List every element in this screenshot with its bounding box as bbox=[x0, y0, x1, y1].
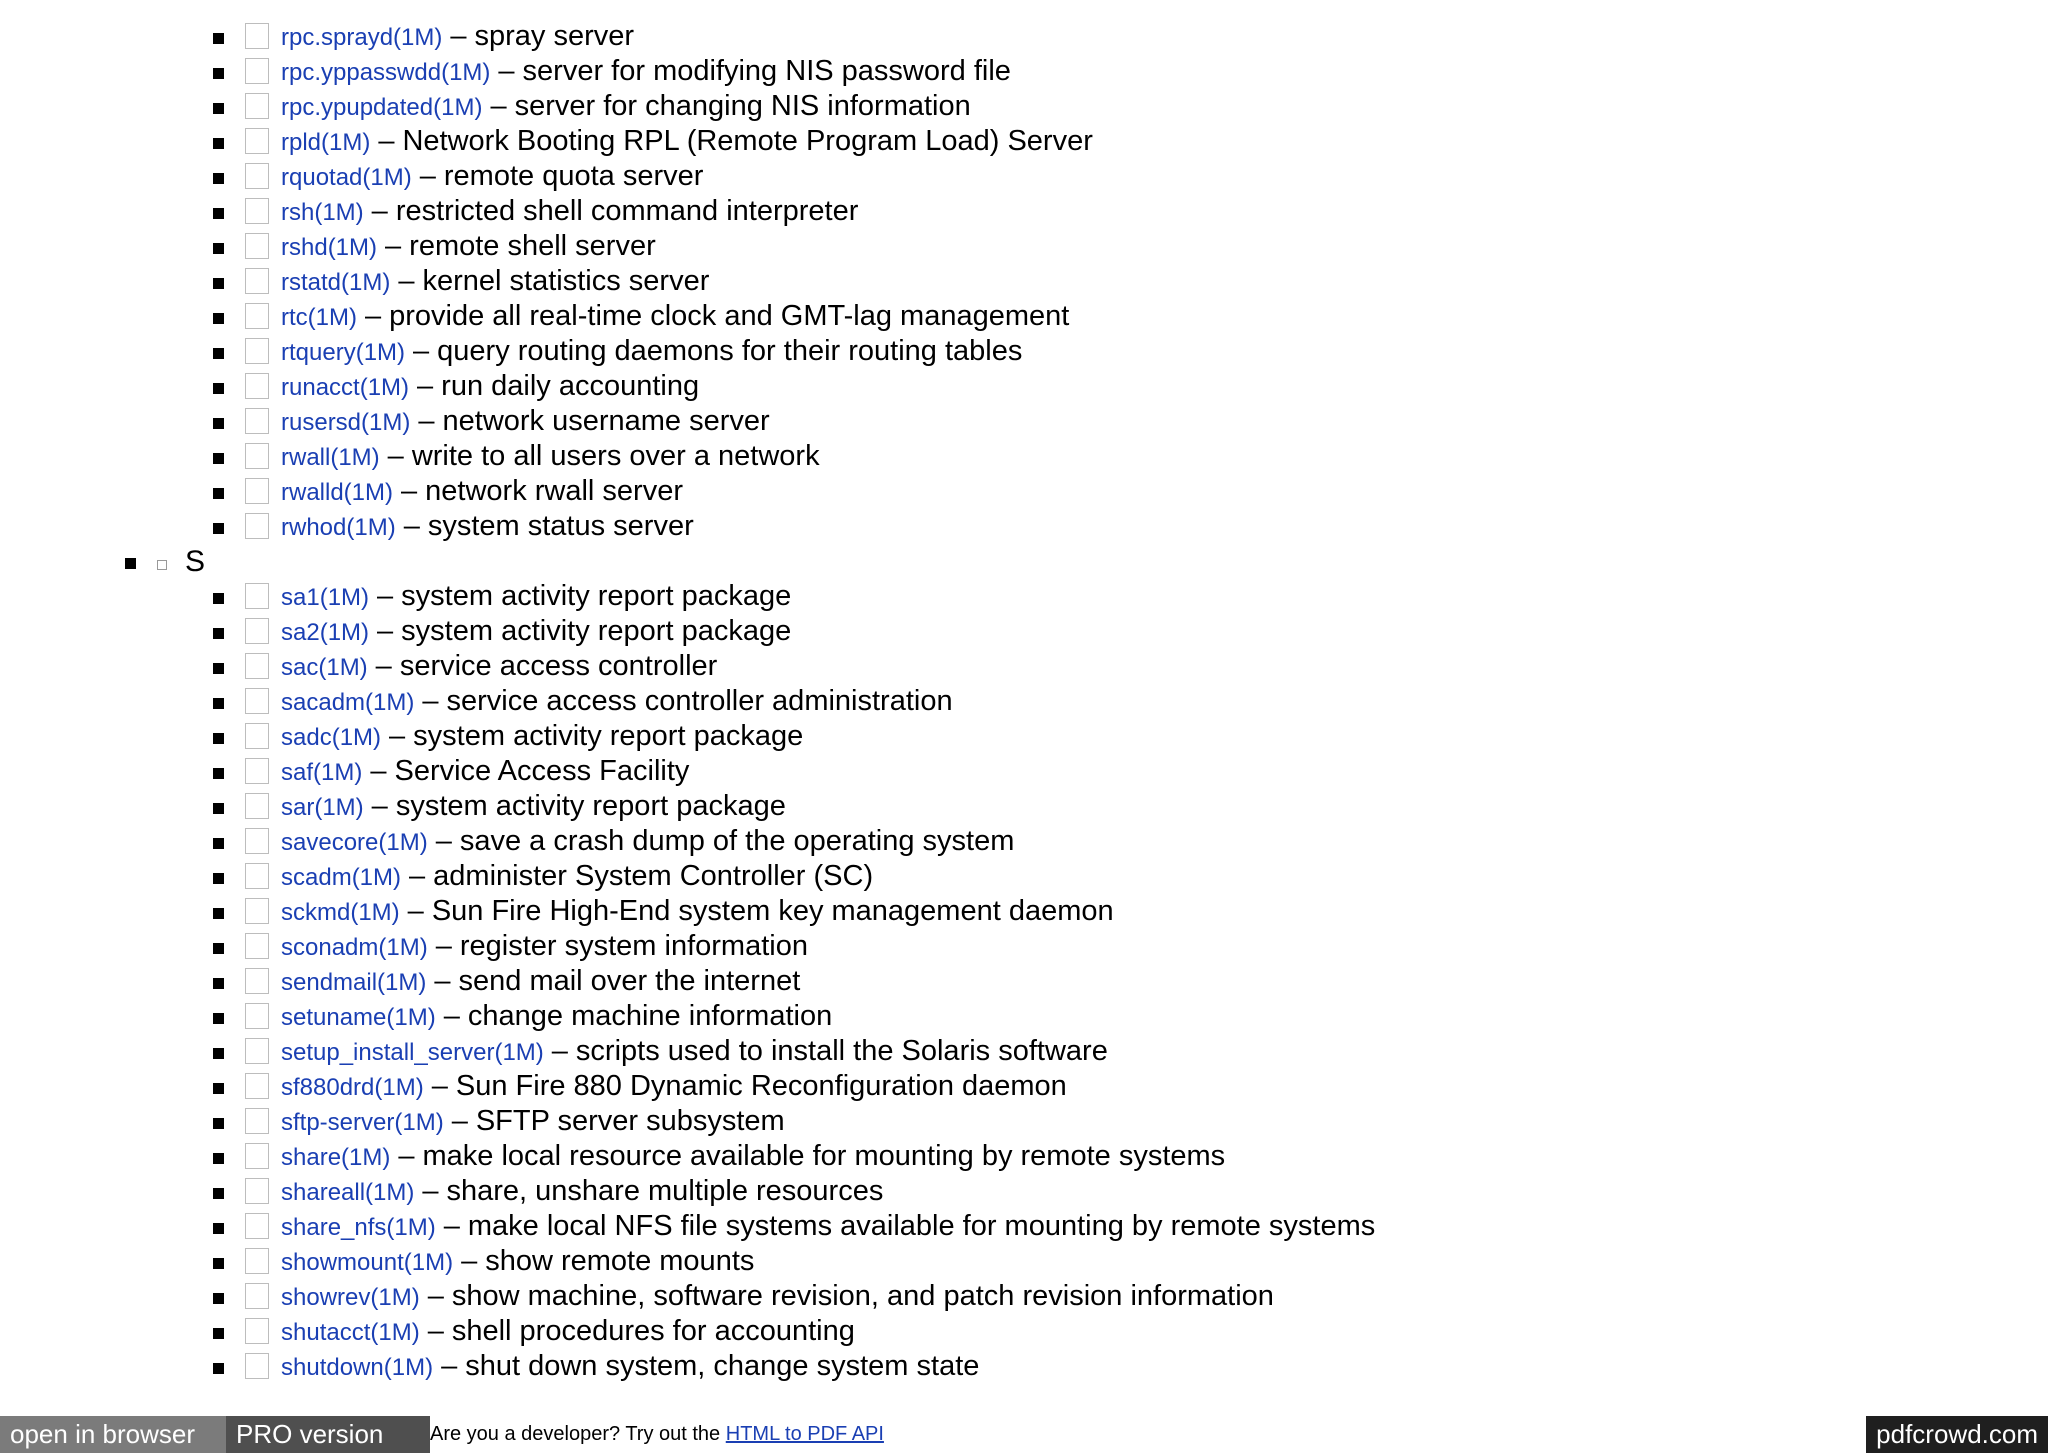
entry-description: spray server bbox=[474, 20, 635, 52]
list-item bbox=[0, 159, 2048, 194]
dash-separator: – bbox=[498, 55, 515, 87]
checkbox-icon[interactable] bbox=[245, 1003, 269, 1029]
entry-description: write to all users over a network bbox=[411, 440, 820, 472]
list-item bbox=[0, 824, 2048, 859]
list-item bbox=[0, 1349, 2048, 1384]
square-bullet-icon bbox=[213, 383, 224, 394]
man-page-link[interactable]: rshd(1M) bbox=[281, 234, 378, 261]
checkbox-icon[interactable] bbox=[245, 793, 269, 819]
man-page-link[interactable]: rtquery(1M) bbox=[281, 339, 406, 366]
entry-text bbox=[281, 754, 689, 790]
square-bullet-icon bbox=[213, 1153, 224, 1164]
entry-description: service access controller administration bbox=[446, 685, 953, 717]
square-bullet-icon bbox=[213, 453, 224, 464]
dash-separator: – bbox=[398, 1140, 415, 1172]
entry-description: shut down system, change system state bbox=[465, 1350, 980, 1382]
square-bullet-icon bbox=[213, 943, 224, 954]
square-bullet-icon bbox=[213, 1118, 224, 1129]
list-item bbox=[0, 474, 2048, 509]
entry-description: query routing daemons for their routing tables bbox=[437, 335, 1023, 367]
list-item bbox=[0, 999, 2048, 1034]
entry-text bbox=[281, 1209, 1375, 1245]
list-item bbox=[0, 439, 2048, 474]
entry-text bbox=[281, 789, 786, 825]
checkbox-icon[interactable] bbox=[245, 478, 269, 504]
list-item bbox=[0, 894, 2048, 929]
entry-text bbox=[281, 474, 683, 510]
dash-separator: – bbox=[443, 1210, 460, 1242]
checkbox-icon[interactable] bbox=[245, 23, 269, 49]
dash-separator: – bbox=[450, 20, 467, 52]
square-bullet-icon bbox=[213, 68, 224, 79]
checkbox-icon[interactable] bbox=[245, 1213, 269, 1239]
entry-description: save a crash dump of the operating system bbox=[459, 825, 1015, 857]
entry-text bbox=[281, 614, 791, 650]
list-item bbox=[0, 929, 2048, 964]
entry-text bbox=[281, 999, 832, 1035]
checkbox-icon[interactable] bbox=[245, 758, 269, 784]
list-item bbox=[0, 1034, 2048, 1069]
man-page-link[interactable]: rwhod(1M) bbox=[281, 514, 396, 541]
entry-text bbox=[281, 1104, 785, 1140]
dash-separator: – bbox=[443, 1000, 460, 1032]
checkbox-icon[interactable] bbox=[245, 163, 269, 189]
entry-description: remote quota server bbox=[443, 160, 704, 192]
man-page-link[interactable]: showmount(1M) bbox=[281, 1249, 454, 1276]
dash-separator: – bbox=[419, 160, 436, 192]
entry-text bbox=[281, 579, 791, 615]
man-page-link[interactable]: scadm(1M) bbox=[281, 864, 402, 891]
man-page-link[interactable]: sendmail(1M) bbox=[281, 969, 427, 996]
square-bullet-icon bbox=[213, 208, 224, 219]
checkbox-icon[interactable] bbox=[245, 443, 269, 469]
square-bullet-icon bbox=[213, 1048, 224, 1059]
man-page-link[interactable]: rtc(1M) bbox=[281, 304, 357, 331]
square-bullet-icon bbox=[213, 698, 224, 709]
dash-separator: – bbox=[435, 825, 452, 857]
dash-separator: – bbox=[418, 405, 435, 437]
man-page-link[interactable]: share(1M) bbox=[281, 1144, 391, 1171]
promo-text: Are you a developer? Try out the bbox=[430, 1423, 721, 1445]
entry-text bbox=[281, 509, 694, 545]
man-page-link[interactable]: rpld(1M) bbox=[281, 129, 371, 156]
dash-separator: – bbox=[413, 335, 430, 367]
dash-separator: – bbox=[490, 90, 507, 122]
entry-text bbox=[281, 859, 873, 895]
checkbox-icon[interactable] bbox=[245, 373, 269, 399]
dash-separator: – bbox=[441, 1350, 458, 1382]
man-page-link[interactable]: sa1(1M) bbox=[281, 584, 370, 611]
dash-separator: – bbox=[434, 965, 451, 997]
entry-description: network rwall server bbox=[425, 475, 683, 507]
entry-text bbox=[281, 1174, 883, 1210]
entry-text bbox=[281, 229, 656, 265]
list-item bbox=[0, 369, 2048, 404]
dash-separator: – bbox=[371, 195, 388, 227]
entry-description: send mail over the internet bbox=[458, 965, 801, 997]
list-item bbox=[0, 719, 2048, 754]
checkbox-icon[interactable] bbox=[245, 1353, 269, 1379]
man-page-link[interactable]: saf(1M) bbox=[281, 759, 363, 786]
list-item bbox=[0, 964, 2048, 999]
list-item bbox=[0, 789, 2048, 824]
man-page-link[interactable]: share_nfs(1M) bbox=[281, 1214, 436, 1241]
entry-description: system status server bbox=[427, 510, 694, 542]
section-letter: S bbox=[185, 545, 206, 578]
entry-text bbox=[281, 264, 709, 300]
entry-description: server for modifying NIS password file bbox=[522, 55, 1011, 87]
square-bullet-icon bbox=[213, 1083, 224, 1094]
man-page-link[interactable]: setup_install_server(1M) bbox=[281, 1039, 544, 1066]
man-page-link[interactable]: sar(1M) bbox=[281, 794, 364, 821]
entry-description: provide all real-time clock and GMT-lag management bbox=[389, 300, 1070, 332]
square-bullet-icon bbox=[213, 978, 224, 989]
entry-text bbox=[281, 1244, 754, 1280]
checkbox-icon[interactable] bbox=[245, 583, 269, 609]
square-bullet-icon bbox=[213, 593, 224, 604]
entry-description: register system information bbox=[459, 930, 808, 962]
entry-description: make local resource available for mounting by remote systems bbox=[422, 1140, 1226, 1172]
entry-description: system activity report package bbox=[401, 615, 792, 647]
square-bullet-icon bbox=[213, 768, 224, 779]
entry-text bbox=[281, 649, 717, 685]
section-heading bbox=[0, 544, 2048, 579]
entry-text bbox=[281, 824, 1014, 860]
entry-text bbox=[281, 719, 803, 755]
entry-text bbox=[281, 1349, 979, 1385]
checkbox-icon[interactable] bbox=[245, 1248, 269, 1274]
list-item bbox=[0, 649, 2048, 684]
dash-separator: – bbox=[371, 790, 388, 822]
entry-text bbox=[281, 159, 703, 195]
entry-description: SFTP server subsystem bbox=[475, 1105, 785, 1137]
dash-separator: – bbox=[385, 230, 402, 262]
entry-description: server for changing NIS information bbox=[514, 90, 971, 122]
list-item bbox=[0, 509, 2048, 544]
checkbox-icon[interactable] bbox=[245, 1318, 269, 1344]
man-page-link[interactable]: sftp-server(1M) bbox=[281, 1109, 444, 1136]
square-bullet-icon bbox=[213, 348, 224, 359]
list-item bbox=[0, 229, 2048, 264]
dash-separator: – bbox=[389, 720, 406, 752]
entry-description: run daily accounting bbox=[441, 370, 700, 402]
man-page-link[interactable]: runacct(1M) bbox=[281, 374, 410, 401]
square-bullet-icon bbox=[213, 1363, 224, 1374]
list-item bbox=[0, 859, 2048, 894]
entry-text bbox=[281, 404, 770, 440]
entry-description: administer System Controller (SC) bbox=[433, 860, 874, 892]
list-item bbox=[0, 404, 2048, 439]
entry-description: system activity report package bbox=[395, 790, 786, 822]
dash-separator: – bbox=[401, 475, 418, 507]
list-item bbox=[0, 1209, 2048, 1244]
dash-separator: – bbox=[375, 650, 392, 682]
entry-text bbox=[281, 964, 800, 1000]
square-bullet-icon bbox=[213, 628, 224, 639]
entry-text bbox=[281, 299, 1069, 335]
square-bullet-icon bbox=[213, 1293, 224, 1304]
list-item bbox=[0, 19, 2048, 54]
list-item bbox=[0, 754, 2048, 789]
list-item bbox=[0, 1069, 2048, 1104]
dash-separator: – bbox=[422, 1175, 439, 1207]
dash-separator: – bbox=[387, 440, 404, 472]
entry-description: kernel statistics server bbox=[422, 265, 710, 297]
man-page-link[interactable]: shareall(1M) bbox=[281, 1179, 415, 1206]
man-page-link[interactable]: sconadm(1M) bbox=[281, 934, 428, 961]
developer-promo bbox=[430, 1416, 884, 1453]
pdfcrowd-brand-link[interactable]: pdfcrowd.com bbox=[1866, 1416, 2048, 1453]
dash-separator: – bbox=[451, 1105, 468, 1137]
checkbox-icon[interactable] bbox=[245, 303, 269, 329]
dash-separator: – bbox=[422, 685, 439, 717]
entry-description: system activity report package bbox=[413, 720, 804, 752]
square-bullet-icon bbox=[213, 838, 224, 849]
checkbox-icon[interactable] bbox=[245, 233, 269, 259]
checkbox-icon[interactable] bbox=[245, 898, 269, 924]
list-item bbox=[0, 124, 2048, 159]
man-page-link[interactable]: savecore(1M) bbox=[281, 829, 428, 856]
square-bullet-icon bbox=[213, 733, 224, 744]
dash-separator: – bbox=[461, 1245, 478, 1277]
dash-separator: – bbox=[364, 300, 382, 332]
man-page-link[interactable]: shutacct(1M) bbox=[281, 1319, 420, 1346]
entry-description: show machine, software revision, and patch revision information bbox=[451, 1280, 1274, 1312]
man-page-link[interactable]: showrev(1M) bbox=[281, 1284, 420, 1311]
checkbox-icon[interactable] bbox=[245, 198, 269, 224]
entry-text bbox=[281, 929, 808, 965]
man-page-link[interactable]: rquotad(1M) bbox=[281, 164, 412, 191]
entry-text bbox=[281, 194, 858, 230]
checkbox-icon[interactable] bbox=[245, 723, 269, 749]
checkbox-icon[interactable] bbox=[245, 1073, 269, 1099]
square-bullet-icon bbox=[213, 1223, 224, 1234]
list-item bbox=[0, 89, 2048, 124]
entry-text bbox=[281, 439, 820, 475]
square-bullet-icon bbox=[213, 173, 224, 184]
dash-separator: – bbox=[409, 860, 426, 892]
man-page-link[interactable]: rsh(1M) bbox=[281, 199, 364, 226]
entry-text bbox=[281, 54, 1011, 90]
square-bullet-icon bbox=[213, 523, 224, 534]
square-bullet-icon bbox=[213, 873, 224, 884]
entry-description: system activity report package bbox=[401, 580, 792, 612]
entry-text bbox=[281, 334, 1022, 370]
man-page-link[interactable]: sf880drd(1M) bbox=[281, 1074, 424, 1101]
dash-separator: – bbox=[407, 895, 424, 927]
man-page-link[interactable]: rusersd(1M) bbox=[281, 409, 411, 436]
list-item bbox=[0, 684, 2048, 719]
checkbox-icon[interactable] bbox=[245, 828, 269, 854]
dash-separator: – bbox=[398, 265, 415, 297]
dash-separator: – bbox=[435, 930, 452, 962]
dash-separator: – bbox=[378, 125, 395, 157]
man-page-link[interactable]: setuname(1M) bbox=[281, 1004, 436, 1031]
square-bullet-icon bbox=[213, 33, 224, 44]
man-page-link[interactable]: rpc.yppasswdd(1M) bbox=[281, 59, 491, 86]
list-item bbox=[0, 299, 2048, 334]
open-in-browser-button[interactable]: open in browser bbox=[0, 1416, 226, 1453]
list-item bbox=[0, 1174, 2048, 1209]
pro-version-button[interactable]: PRO version bbox=[226, 1416, 430, 1453]
entry-text bbox=[281, 1279, 1274, 1315]
checkbox-icon[interactable] bbox=[245, 1178, 269, 1204]
entry-description: restricted shell command interpreter bbox=[395, 195, 859, 227]
dash-separator: – bbox=[377, 615, 394, 647]
list-item bbox=[0, 1279, 2048, 1314]
list-item bbox=[0, 579, 2048, 614]
entry-text bbox=[281, 369, 699, 405]
entry-description: change machine information bbox=[467, 1000, 833, 1032]
man-page-link[interactable]: rwall(1M) bbox=[281, 444, 380, 471]
man-page-link[interactable]: shutdown(1M) bbox=[281, 1354, 434, 1381]
dash-separator: – bbox=[417, 370, 434, 402]
dash-separator: – bbox=[377, 580, 394, 612]
entry-description: shell procedures for accounting bbox=[451, 1315, 855, 1347]
square-bullet-icon bbox=[213, 488, 224, 499]
checkbox-icon[interactable] bbox=[245, 128, 269, 154]
man-page-link[interactable]: rstatd(1M) bbox=[281, 269, 391, 296]
checkbox-icon[interactable] bbox=[245, 1038, 269, 1064]
square-bullet-icon bbox=[213, 803, 224, 814]
entry-description: Sun Fire 880 Dynamic Reconfiguration daemon bbox=[455, 1070, 1067, 1102]
list-item bbox=[0, 264, 2048, 299]
checkbox-icon[interactable] bbox=[245, 268, 269, 294]
list-item bbox=[0, 1104, 2048, 1139]
list-item bbox=[0, 1244, 2048, 1279]
checkbox-icon[interactable] bbox=[245, 513, 269, 539]
dash-separator: – bbox=[403, 510, 420, 542]
square-bullet-icon bbox=[213, 1188, 224, 1199]
man-page-link[interactable]: rwalld(1M) bbox=[281, 479, 394, 506]
list-item bbox=[0, 334, 2048, 369]
square-bullet-icon bbox=[213, 313, 224, 324]
list-item bbox=[0, 1139, 2048, 1174]
checkbox-icon[interactable] bbox=[245, 58, 269, 84]
entry-text bbox=[281, 1034, 1108, 1070]
entry-description: scripts used to install the Solaris software bbox=[575, 1035, 1108, 1067]
square-bullet-icon bbox=[213, 663, 224, 674]
entry-description: Network Booting RPL (Remote Program Load) Server bbox=[402, 125, 1093, 157]
entry-description: network username server bbox=[442, 405, 770, 437]
list-item bbox=[0, 1314, 2048, 1349]
square-bullet-icon bbox=[213, 418, 224, 429]
square-bullet-icon bbox=[213, 103, 224, 114]
checkbox-icon[interactable] bbox=[245, 1283, 269, 1309]
entry-text bbox=[281, 1069, 1067, 1105]
entry-description: service access controller bbox=[399, 650, 718, 682]
entry-description: Service Access Facility bbox=[394, 755, 690, 787]
list-item bbox=[0, 194, 2048, 229]
entry-text bbox=[281, 124, 1093, 160]
list-item bbox=[0, 614, 2048, 649]
dash-separator: – bbox=[370, 755, 387, 787]
square-bullet-icon bbox=[213, 278, 224, 289]
man-page-link[interactable]: sac(1M) bbox=[281, 654, 368, 681]
dash-separator: – bbox=[551, 1035, 568, 1067]
man-page-link[interactable]: sadc(1M) bbox=[281, 724, 382, 751]
square-bullet-icon bbox=[213, 243, 224, 254]
square-bullet-icon bbox=[213, 908, 224, 919]
square-bullet-icon bbox=[213, 1013, 224, 1024]
checkbox-icon[interactable] bbox=[245, 408, 269, 434]
checkbox-icon[interactable] bbox=[245, 1108, 269, 1134]
entry-text bbox=[281, 19, 634, 55]
man-page-link[interactable]: sckmd(1M) bbox=[281, 899, 400, 926]
man-page-link[interactable]: sa2(1M) bbox=[281, 619, 370, 646]
dash-separator: – bbox=[431, 1070, 448, 1102]
small-square-icon bbox=[157, 560, 167, 570]
checkbox-icon[interactable] bbox=[245, 653, 269, 679]
list-item bbox=[0, 54, 2048, 89]
checkbox-icon[interactable] bbox=[245, 968, 269, 994]
square-bullet-icon bbox=[213, 138, 224, 149]
dash-separator: – bbox=[427, 1315, 444, 1347]
man-page-link[interactable]: rpc.sprayd(1M) bbox=[281, 24, 443, 51]
entry-description: show remote mounts bbox=[485, 1245, 755, 1277]
entry-text bbox=[281, 684, 953, 720]
square-bullet-icon bbox=[213, 1258, 224, 1269]
entry-text bbox=[281, 1314, 855, 1350]
checkbox-icon[interactable] bbox=[245, 863, 269, 889]
entry-text bbox=[281, 894, 1114, 930]
checkbox-icon[interactable] bbox=[245, 338, 269, 364]
square-bullet-icon bbox=[213, 1328, 224, 1339]
html-to-pdf-api-link[interactable]: HTML to PDF API bbox=[725, 1423, 884, 1445]
checkbox-icon[interactable] bbox=[245, 688, 269, 714]
entry-description: remote shell server bbox=[409, 230, 656, 262]
man-page-link[interactable]: sacadm(1M) bbox=[281, 689, 415, 716]
entry-description: share, unshare multiple resources bbox=[446, 1175, 884, 1207]
entry-description: Sun Fire High-End system key management daemon bbox=[431, 895, 1114, 927]
checkbox-icon[interactable] bbox=[245, 618, 269, 644]
entry-text bbox=[281, 89, 971, 125]
checkbox-icon[interactable] bbox=[245, 93, 269, 119]
pdfcrowd-footer-bar bbox=[0, 1416, 2048, 1453]
checkbox-icon[interactable] bbox=[245, 933, 269, 959]
man-page-link[interactable]: rpc.ypupdated(1M) bbox=[281, 94, 483, 121]
entry-description: make local NFS file systems available for mounting by remote systems bbox=[467, 1210, 1376, 1242]
entry-text bbox=[281, 1139, 1225, 1175]
checkbox-icon[interactable] bbox=[245, 1143, 269, 1169]
square-bullet-icon bbox=[125, 558, 136, 569]
dash-separator: – bbox=[427, 1280, 444, 1312]
